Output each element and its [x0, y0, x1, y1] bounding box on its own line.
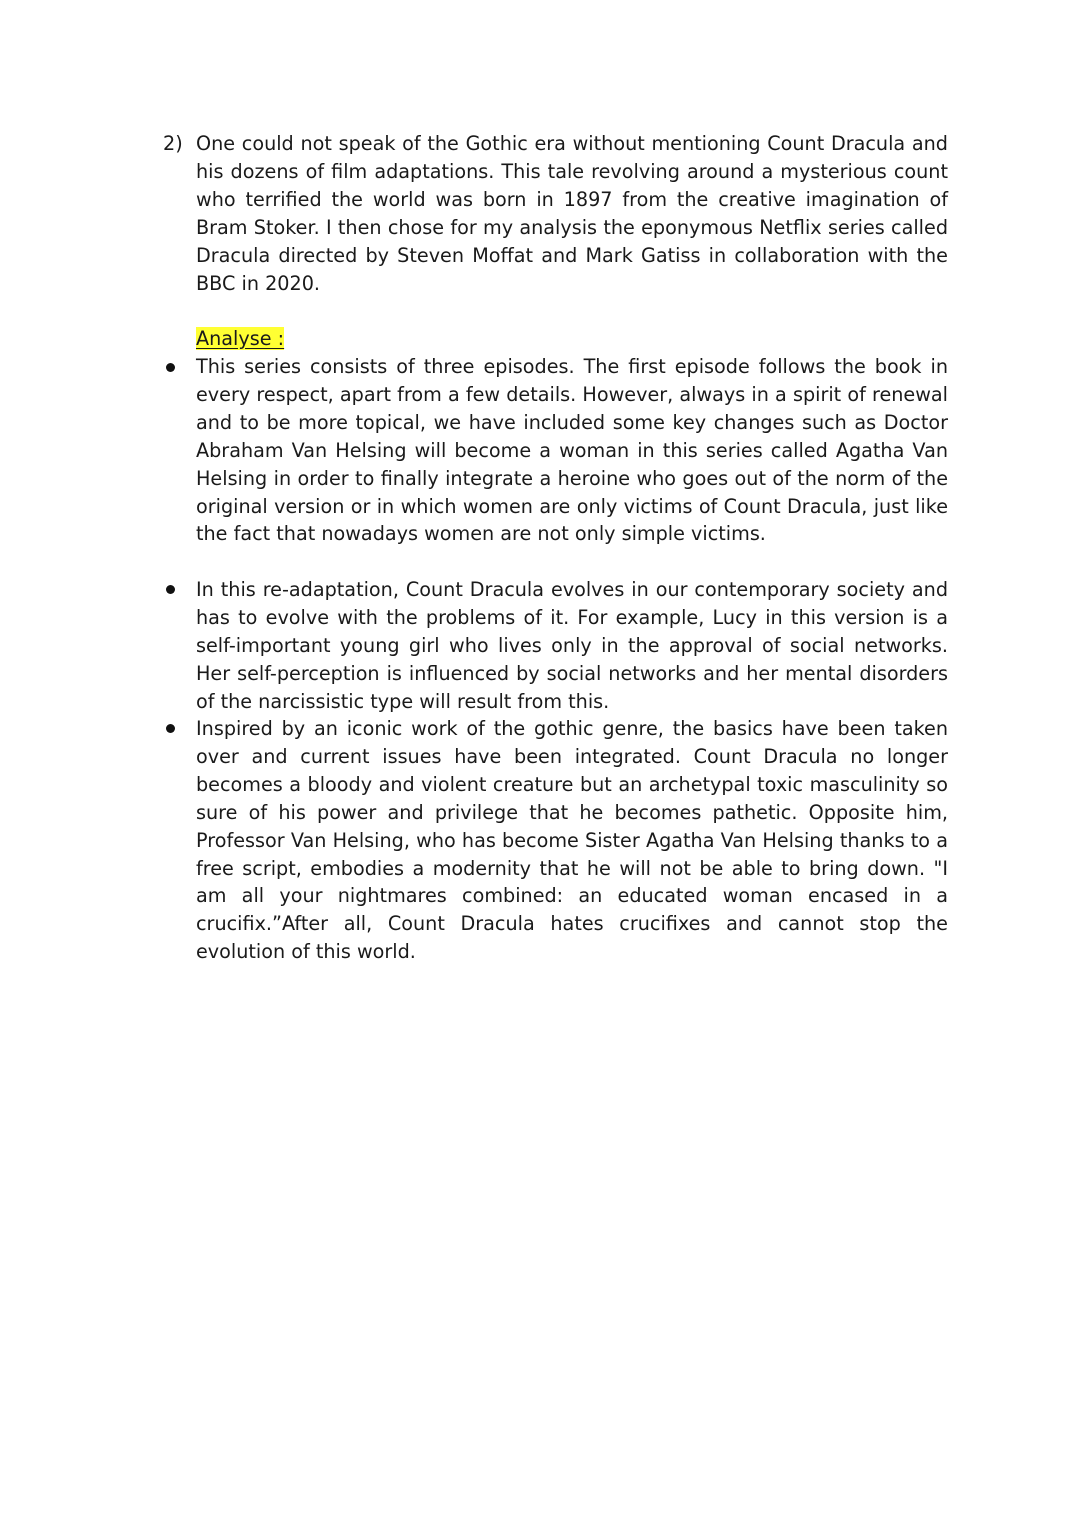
- list-number: 2): [163, 132, 183, 155]
- bullet-icon: [166, 363, 175, 372]
- bullet-paragraph-2: In this re-adaptation, Count Dracula evolves in our contemporary society and has to evolve with the problems of it. For example, Lucy in this version is a self-important young girl who lives only in the approval of social networks. Her self-perception is influenced by social networks and her mental disorders of the narcissistic type will result from this.: [196, 578, 948, 713]
- bullet-paragraph-1: This series consists of three episodes. The first episode follows the book in every respect, apart from a few details. However, always in a spirit of renewal and to be more topical, we have included some key changes such as Doctor Abraham Van Helsing will become a woman in this series called Agatha Van Helsing in order to finally integrate a heroine who goes out of the norm of the original version or in which women are only victims of Count Dracula, just like the fact that nowadays women are not only simple victims.: [196, 355, 948, 546]
- bullet-icon: [166, 724, 175, 733]
- analysis-heading: [196, 325, 284, 353]
- highlighted-heading-text: Analyse :: [196, 327, 285, 350]
- bullet-icon: [166, 585, 175, 594]
- bullet-paragraph-3: Inspired by an iconic work of the gothic genre, the basics have been taken over and current issues have been integrated. Count Dracula no longer becomes a bloody and violent creature but an archetypal toxic masculinity so sure of his power and privilege that he becomes pathetic. Opposite him, Professor Van Helsing, who has become Sister Agatha Van Helsing thanks to a free script, embodies a modernity that he will not be able to bring down. "I am all your nightmares combined: an educated woman encased in a crucifix.”After all, Count Dracula hates crucifixes and cannot stop the evolution of this world.: [196, 717, 948, 964]
- intro-paragraph: One could not speak of the Gothic era without mentioning Count Dracula and his dozens of film adaptations. This tale revolving around a mysterious count who terrified the world was born in 1897 from the creative imagination of Bram Stoker. I then chose for my analysis the eponymous Netflix series called Dracula directed by Steven Moffat and Mark Gatiss in collaboration with the BBC in 2020.: [196, 132, 948, 295]
